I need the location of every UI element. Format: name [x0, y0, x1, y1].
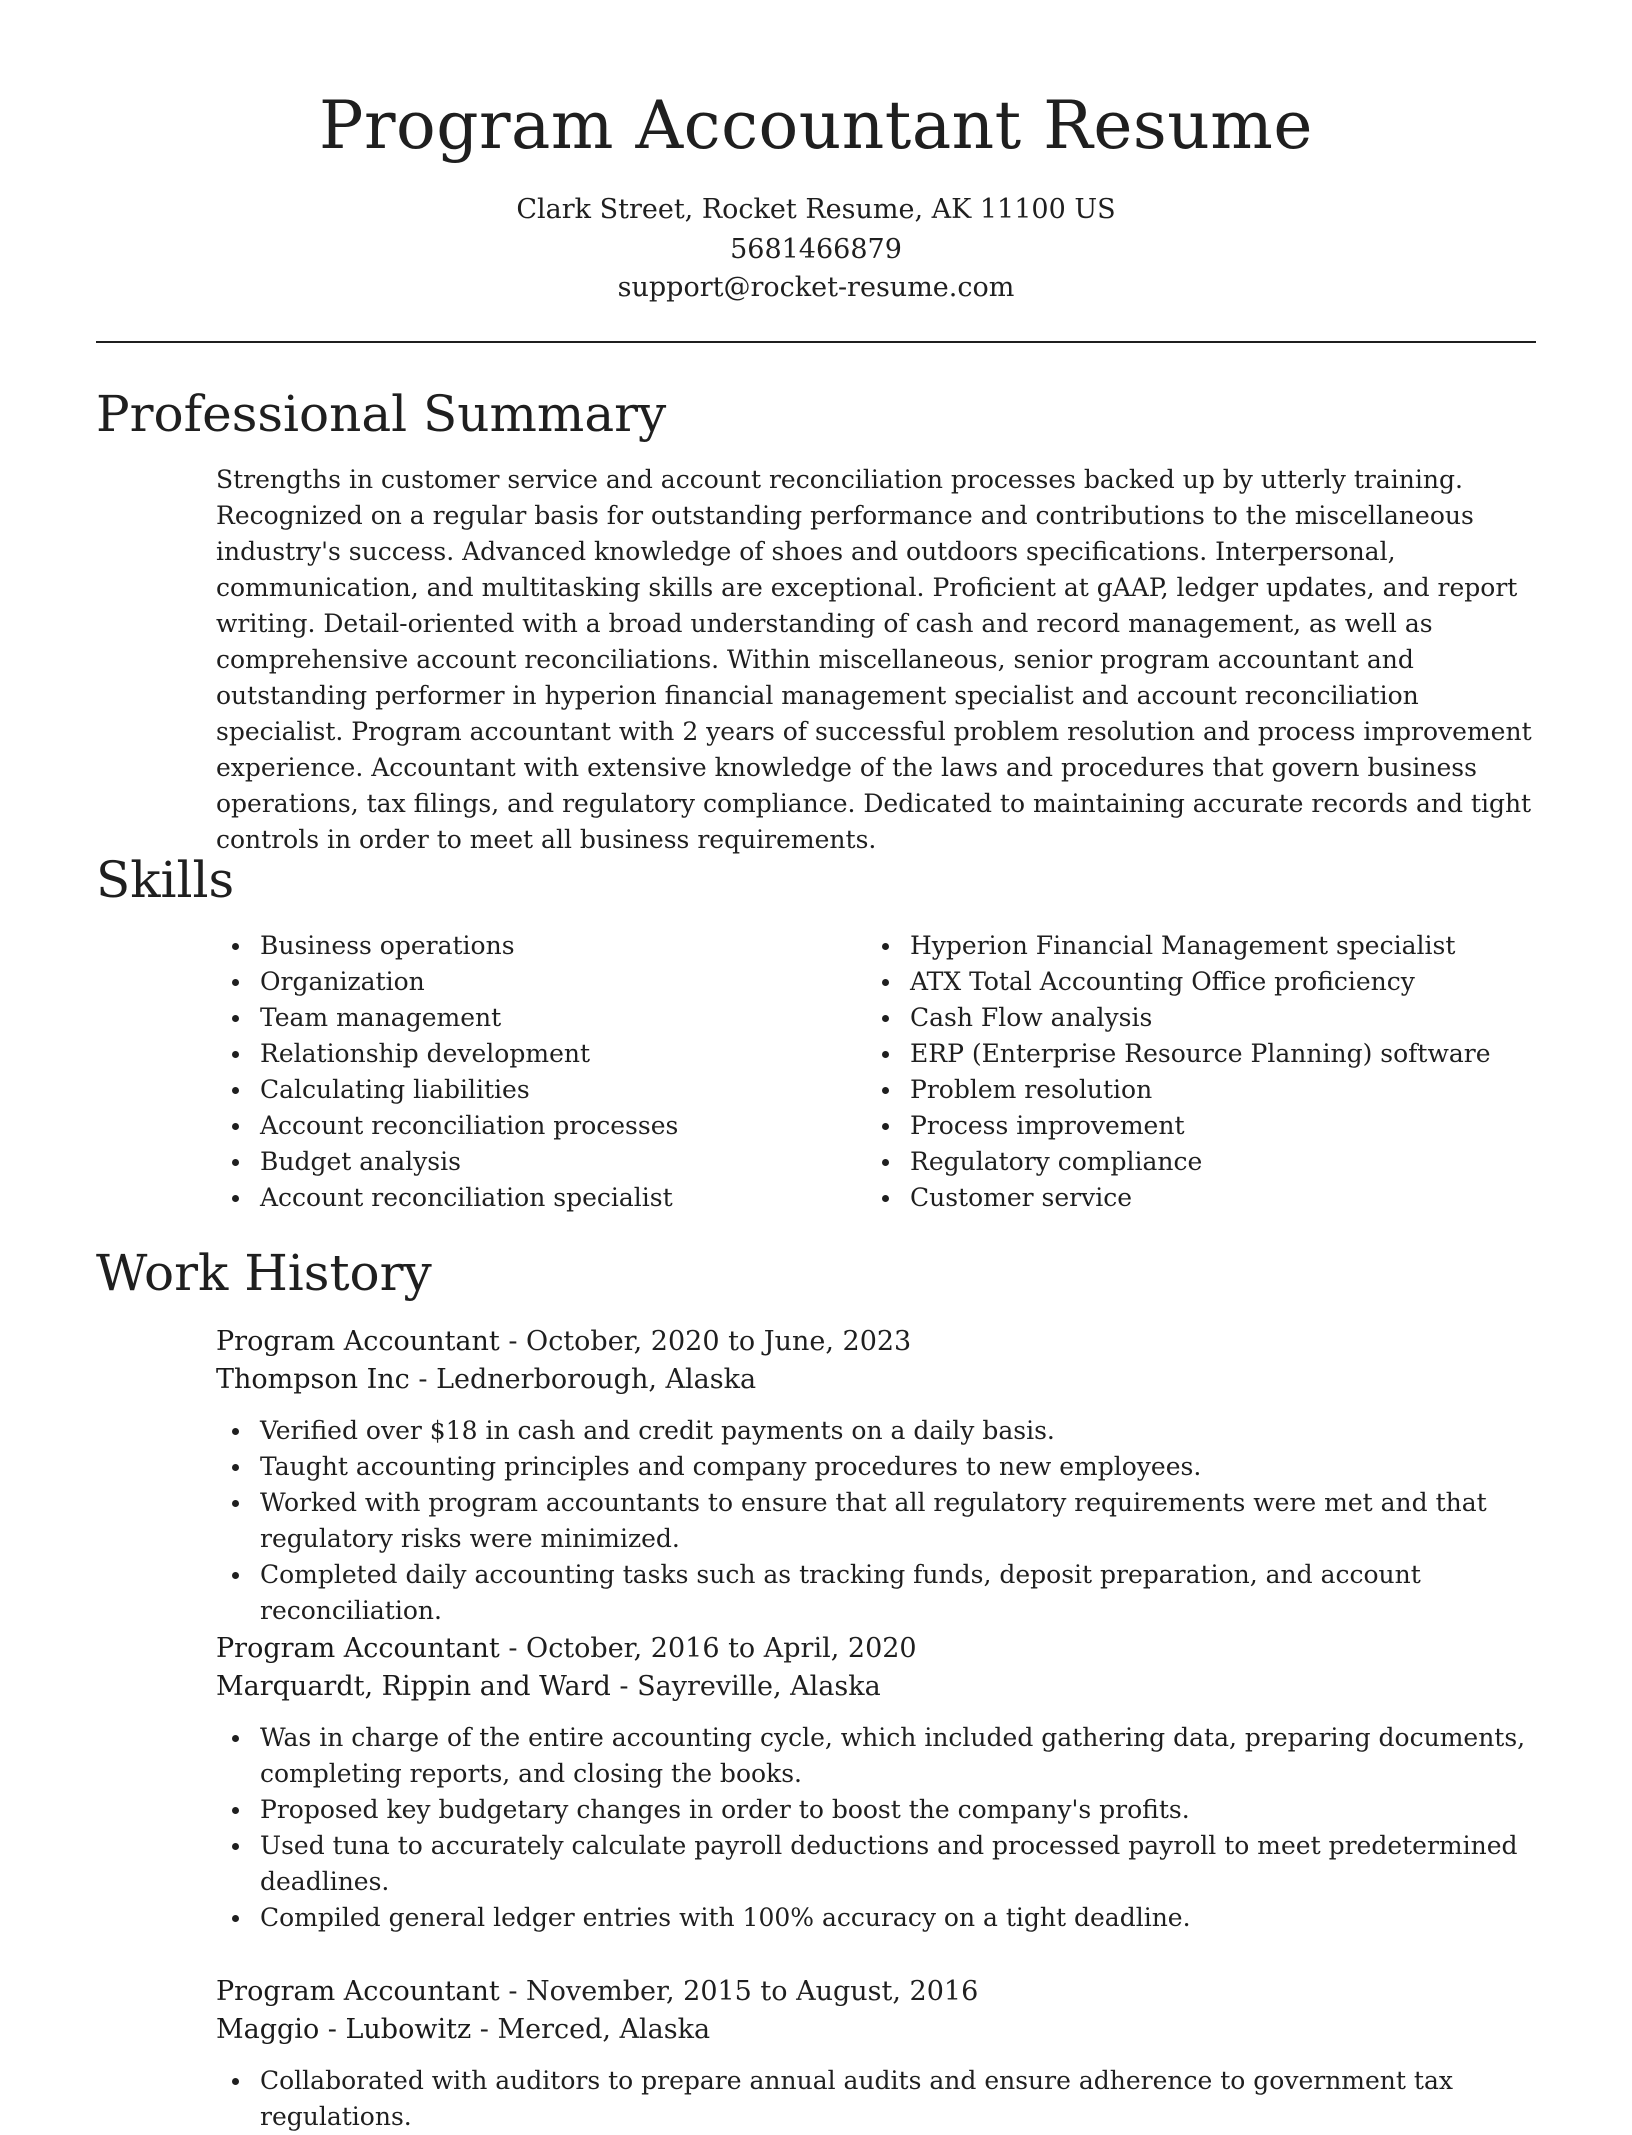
skill-item: Cash Flow analysis — [866, 1000, 1536, 1036]
header-divider — [96, 341, 1536, 343]
skill-item: Customer service — [866, 1180, 1536, 1216]
job-dates: - October, 2016 to April, 2020 — [499, 1633, 917, 1664]
skills-list-left — [216, 928, 856, 1216]
job-duty-item: Completed daily accounting tasks such as tracking funds, deposit preparation, and account reconciliation. — [216, 1557, 1536, 1629]
skill-item: Budget analysis — [216, 1144, 856, 1180]
job-duty-item: Worked with program accountants to ensure that all regulatory requirements were met and that regulatory risks were minimized. — [216, 1485, 1536, 1557]
summary-text: Strengths in customer service and account reconciliation processes backed up by utterly training. Recognized on a regular basis for outstanding performance and contributions to the miscellaneous industry's success. Advanced knowledge of shoes and outdoors specifications. Interpersonal, communication, and multitasking skills are exceptional. Proficient at gAAP, ledger updates, and report writing. Detail-oriented with a broad understanding of cash and record management, as well as comprehensive account reconciliations. Within miscellaneous, senior program accountant and outstanding performer in hyperion financial management specialist and account reconciliation specialist. Program accountant with 2 years of successful problem resolution and process improvement experience. Accountant with extensive knowledge of the laws and procedures that govern business operations, tax filings, and regulatory compliance. Dedicated to maintaining accurate records and tight controls in order to meet all business requirements. — [216, 465, 1532, 854]
job-entry — [216, 1630, 1536, 1936]
contact-phone: 5681466879 — [730, 234, 902, 265]
skill-item: Account reconciliation processes — [216, 1108, 856, 1144]
job-company-line — [216, 2011, 1536, 2049]
job-location: - Lednerborough, Alaska — [409, 1364, 757, 1395]
job-location: - Sayreville, Alaska — [610, 1671, 881, 1702]
skills-heading: Skills — [96, 851, 235, 909]
job-duties — [216, 2063, 1536, 2135]
job-title-line — [216, 1630, 1536, 1668]
skill-item: Problem resolution — [866, 1072, 1536, 1108]
work-history-heading: Work History — [96, 1244, 432, 1302]
skill-item: ATX Total Accounting Office proficiency — [866, 964, 1536, 1000]
job-company-line — [216, 1668, 1536, 1706]
job-company: Maggio - Lubowitz — [216, 2014, 472, 2045]
job-company-line — [216, 1361, 1536, 1399]
summary-heading: Professional Summary — [96, 385, 667, 443]
job-title-line — [216, 1323, 1536, 1361]
job-duty-item: Proposed key budgetary changes in order to boost the company's profits. — [216, 1792, 1536, 1828]
job-duty-item: Collaborated with auditors to prepare annual audits and ensure adherence to government tax regulations. — [216, 2063, 1536, 2135]
job-duty-item: Used tuna to accurately calculate payroll deductions and processed payroll to meet predetermined deadlines. — [216, 1828, 1536, 1900]
job-title: Program Accountant — [216, 1976, 500, 2007]
skill-item: Process improvement — [866, 1108, 1536, 1144]
job-entry — [216, 1973, 1536, 2135]
job-duty-item: Compiled general ledger entries with 100% accuracy on a tight deadline. — [216, 1900, 1536, 1936]
contact-email: support@rocket-resume.com — [617, 272, 1015, 303]
skill-item: ERP (Enterprise Resource Planning) software — [866, 1036, 1536, 1072]
job-company: Thompson Inc — [216, 1364, 410, 1395]
skill-item: Calculating liabilities — [216, 1072, 856, 1108]
job-entry — [216, 1323, 1536, 1629]
skill-item: Hyperion Financial Management specialist — [866, 928, 1536, 964]
job-company: Marquardt, Rippin and Ward — [216, 1671, 611, 1702]
job-duty-item: Was in charge of the entire accounting cycle, which included gathering data, preparing documents, completing reports, and closing the books. — [216, 1720, 1536, 1792]
skill-item: Organization — [216, 964, 856, 1000]
resume-title: Program Accountant Resume — [319, 87, 1313, 164]
job-title-line — [216, 1973, 1536, 2011]
skill-item: Account reconciliation specialist — [216, 1180, 856, 1216]
skill-item: Business operations — [216, 928, 856, 964]
skills-list-right — [866, 928, 1536, 1216]
job-title: Program Accountant — [216, 1326, 500, 1357]
job-duties — [216, 1720, 1536, 1936]
skill-item: Relationship development — [216, 1036, 856, 1072]
job-dates: - October, 2020 to June, 2023 — [499, 1326, 912, 1357]
job-duty-item: Verified over $18 in cash and credit payments on a daily basis. — [216, 1413, 1536, 1449]
job-title: Program Accountant — [216, 1633, 500, 1664]
job-duty-item: Taught accounting principles and company procedures to new employees. — [216, 1449, 1536, 1485]
job-duties — [216, 1413, 1536, 1629]
job-location: - Merced, Alaska — [471, 2014, 711, 2045]
contact-address: Clark Street, Rocket Resume, AK 11100 US — [516, 194, 1116, 225]
job-dates: - November, 2015 to August, 2016 — [499, 1976, 979, 2007]
skill-item: Team management — [216, 1000, 856, 1036]
skill-item: Regulatory compliance — [866, 1144, 1536, 1180]
